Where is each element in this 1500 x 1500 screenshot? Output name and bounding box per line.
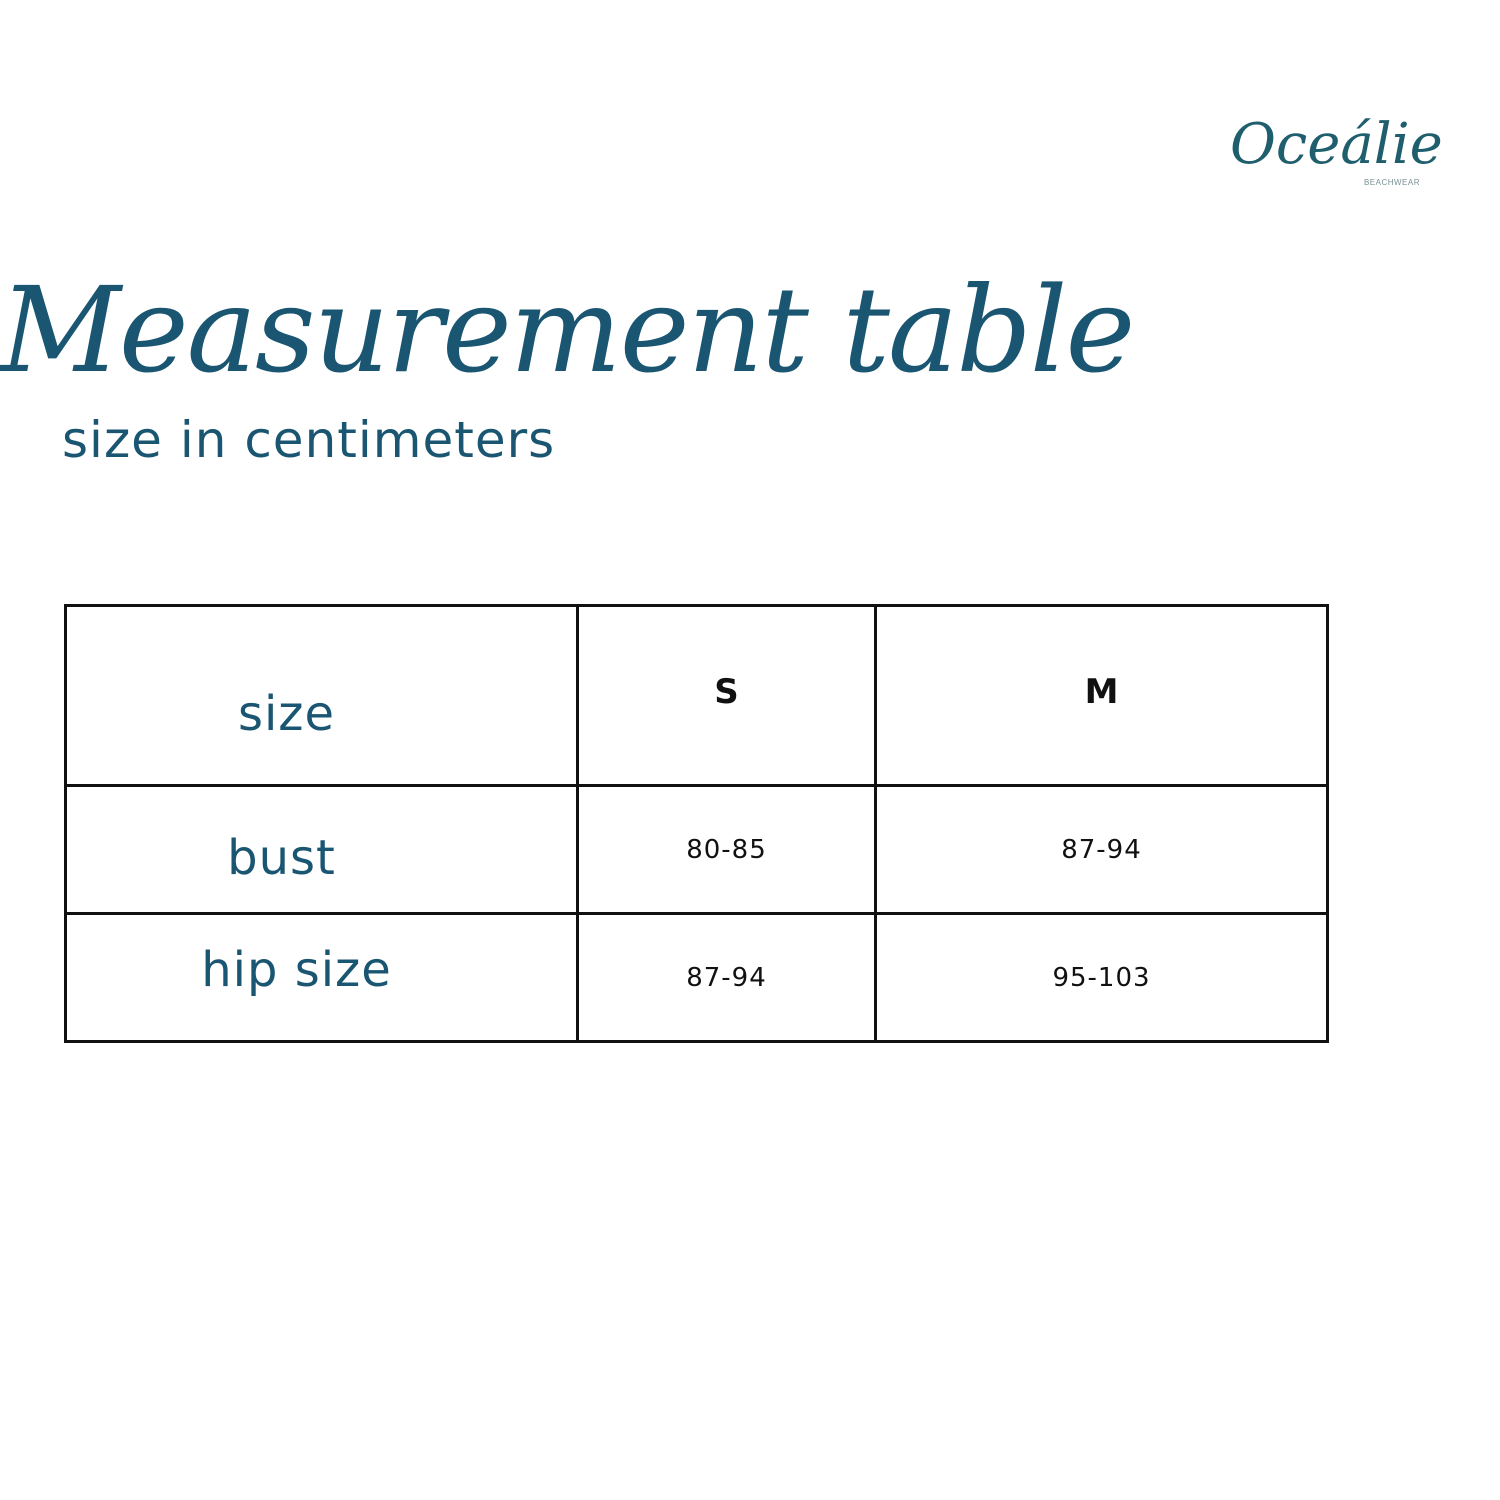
brand-tagline: BEACHWEAR bbox=[1363, 178, 1420, 187]
bust-s-value: 80-85 bbox=[578, 786, 876, 914]
header-size-s bbox=[578, 606, 876, 786]
bust-m-value: 87-94 bbox=[876, 786, 1328, 914]
row-label-bust: bust bbox=[227, 829, 336, 886]
page-subtitle: size in centimeters bbox=[62, 411, 556, 469]
row-label-hip: hip size bbox=[201, 941, 392, 998]
table-row-hip bbox=[66, 914, 1328, 1042]
size-s-label: S bbox=[714, 671, 739, 712]
header-label-cell bbox=[66, 606, 578, 786]
measurement-table bbox=[64, 604, 1329, 1043]
row-label-cell bbox=[66, 914, 578, 1042]
brand-logo bbox=[1230, 110, 1443, 195]
header-size-m bbox=[876, 606, 1328, 786]
hip-s-value: 87-94 bbox=[578, 914, 876, 1042]
header-label: size bbox=[237, 685, 336, 742]
page-title: Measurement table bbox=[0, 261, 1134, 399]
brand-name: Oceálie bbox=[1230, 112, 1443, 177]
table-row-bust bbox=[66, 786, 1328, 914]
size-m-label: M bbox=[1084, 671, 1119, 712]
table-header-row bbox=[66, 606, 1328, 786]
hip-m-value: 95-103 bbox=[876, 914, 1328, 1042]
row-label-cell bbox=[66, 786, 578, 914]
